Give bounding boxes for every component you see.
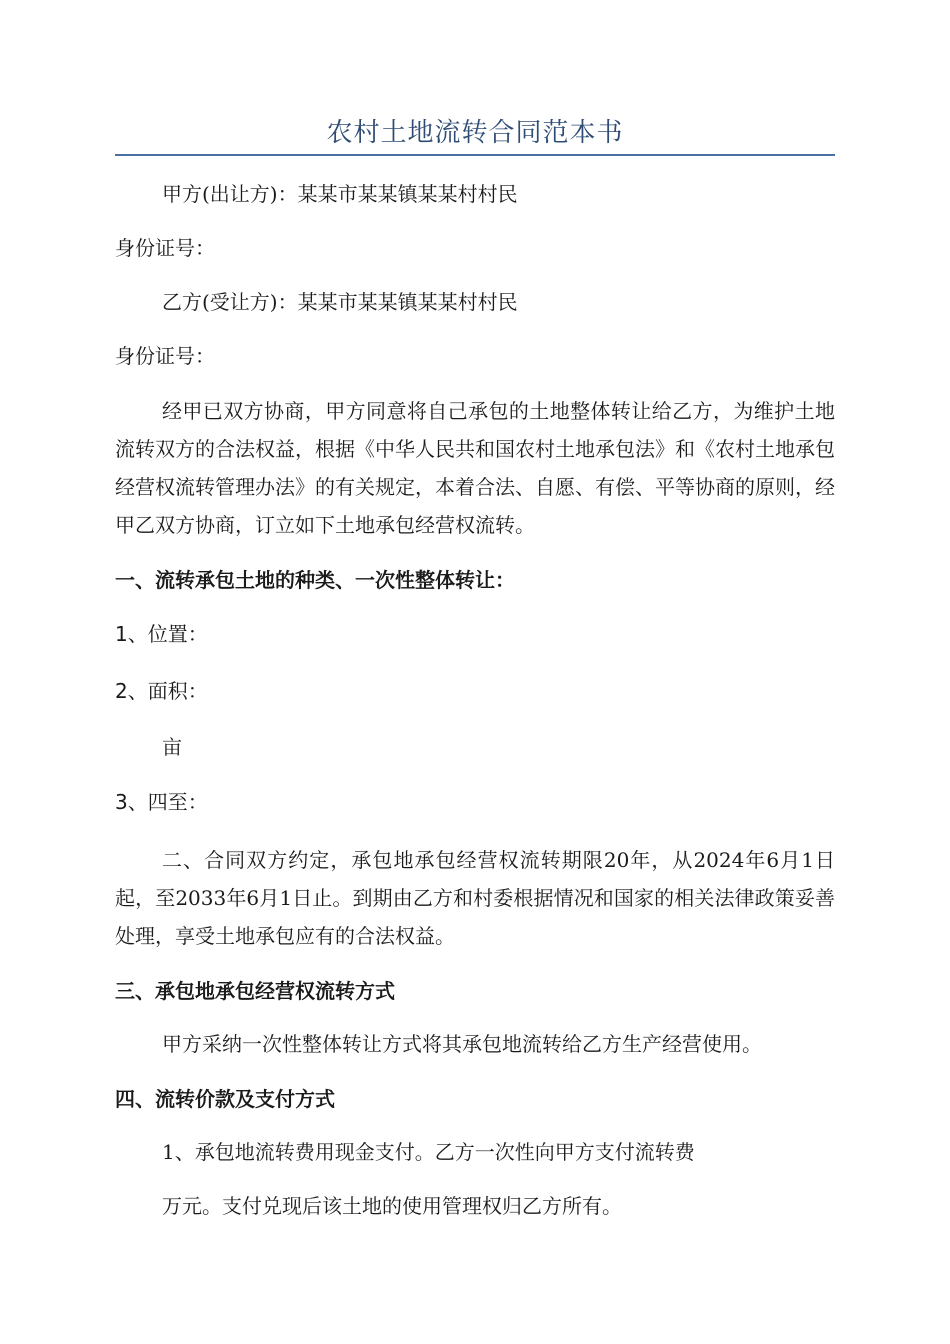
party-a: 甲方(出让方)：某某市某某镇某某村村民 <box>162 182 518 206</box>
section-3-heading: 三、承包地承包经营权流转方式 <box>115 979 395 1003</box>
party-a-id: 身份证号： <box>115 236 215 260</box>
section-2-paragraph: 二、合同双方约定，承包地承包经营权流转期限20年，从2024年6月1日起，至2033年6月1日止。到期由乙方和村委根据情况和国家的相关法律政策妥善处理，享受土地承包应有的合法权益。 <box>115 848 835 948</box>
section-1-item-location: 1、位置： <box>115 622 208 646</box>
section-4-item-1: 1、承包地流转费用现金支付。乙方一次性向甲方支付流转费 <box>162 1140 695 1164</box>
section-1-item-boundaries: 3、四至： <box>115 790 208 814</box>
party-b-id: 身份证号： <box>115 344 215 368</box>
section-3-body: 甲方采纳一次性整体转让方式将其承包地流转给乙方生产经营使用。 <box>162 1032 762 1056</box>
section-4-item-1-continued: 万元。支付兑现后该土地的使用管理权归乙方所有。 <box>162 1194 622 1218</box>
intro-paragraph: 经甲已双方协商，甲方同意将自己承包的土地整体转让给乙方，为维护土地流转双方的合法权益，根据《中华人民共和国农村土地承包法》和《农村土地承包经营权流转管理办法》的有关规定，本着合法、自愿、有偿、平等协商的原则，经甲乙双方协商，订立如下土地承包经营权流转。 <box>115 399 835 537</box>
title-underline <box>115 154 835 156</box>
area-unit: 亩 <box>162 735 182 759</box>
section-1-heading: 一、流转承包土地的种类、一次性整体转让： <box>115 568 515 592</box>
party-b: 乙方(受让方)：某某市某某镇某某村村民 <box>162 290 518 314</box>
document-title: 农村土地流转合同范本书 <box>326 118 624 148</box>
section-4-heading: 四、流转价款及支付方式 <box>115 1087 335 1111</box>
section-1-item-area: 2、面积： <box>115 679 208 703</box>
